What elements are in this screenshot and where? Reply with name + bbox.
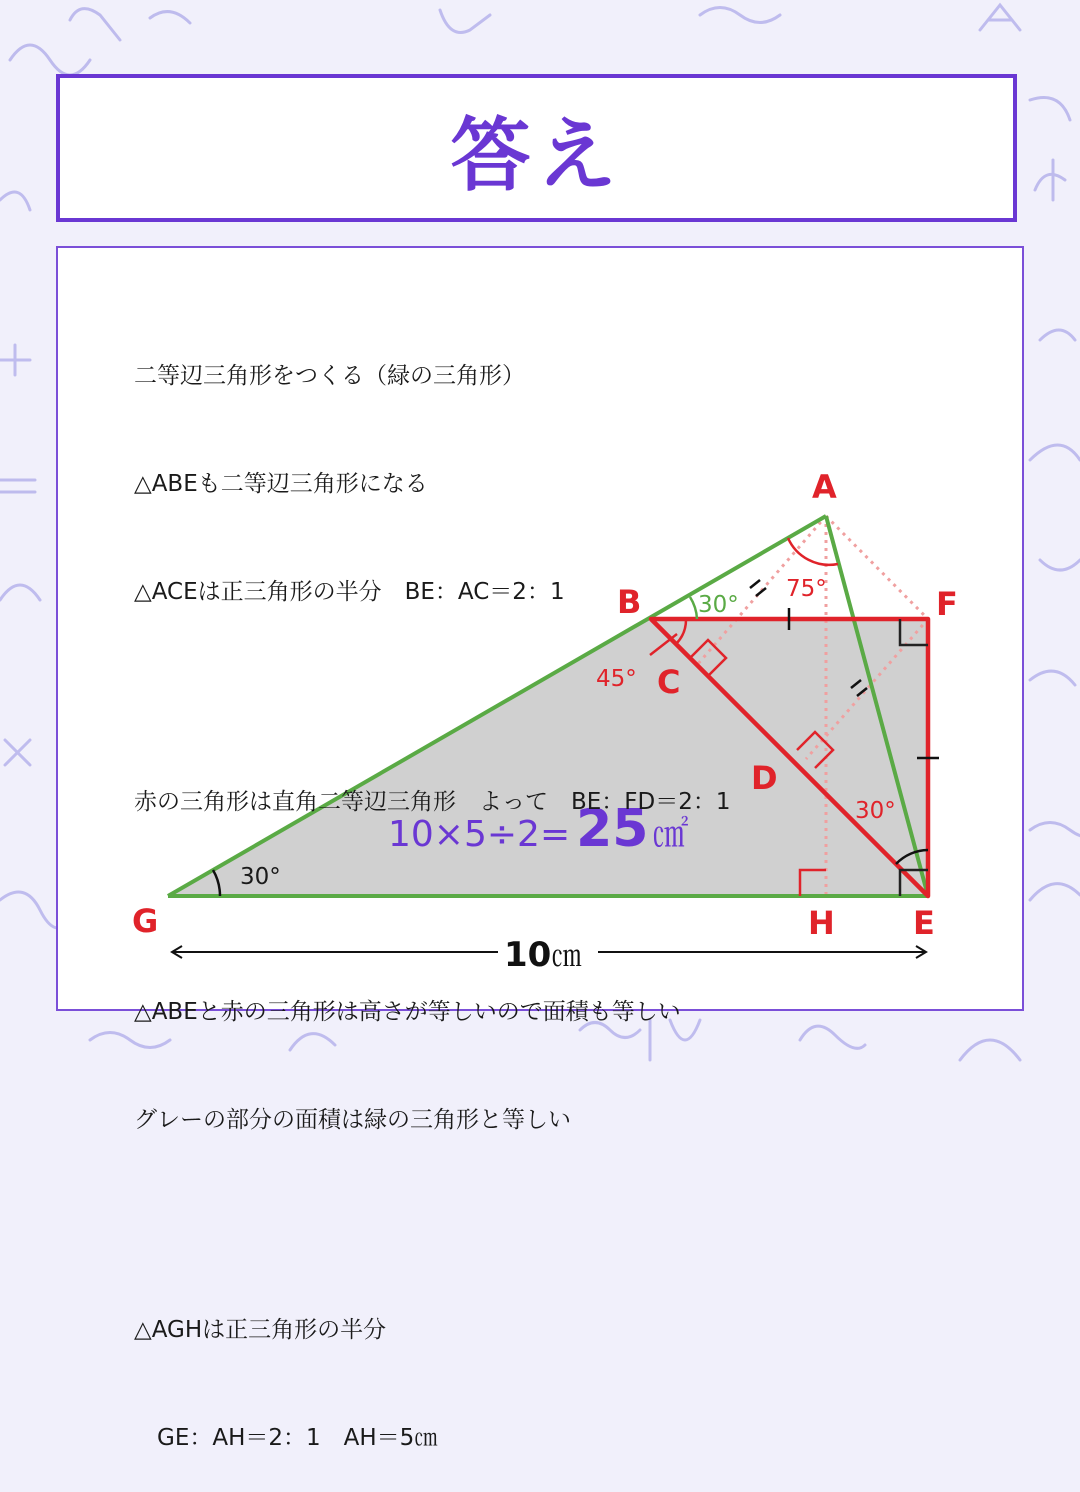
area-formula-text: 10×5÷2= bbox=[388, 814, 571, 855]
angle-label-g: 30° bbox=[240, 864, 281, 890]
page-title: 答え bbox=[450, 108, 623, 202]
base-length: 10 bbox=[504, 935, 552, 975]
point-label-b: B bbox=[617, 583, 642, 621]
point-label-d: D bbox=[751, 759, 778, 797]
point-label-h: H bbox=[808, 904, 835, 942]
note-line: △ABEと赤の三角形は高さが等しいので面積も等しい bbox=[134, 999, 681, 1025]
point-label-a: A bbox=[812, 468, 837, 506]
note-line: 二等辺三角形をつくる（緑の三角形） bbox=[134, 363, 525, 389]
note-line: 赤の三角形は直角二等辺三角形 よって BE：FD＝2：1 bbox=[134, 789, 731, 815]
point-label-f: F bbox=[936, 585, 958, 623]
angle-label-b-green: 30° bbox=[698, 592, 739, 618]
note-gap bbox=[134, 1210, 834, 1240]
note-line: △ABEも二等辺三角形になる bbox=[134, 471, 428, 497]
angle-label-e: 30° bbox=[855, 798, 896, 824]
angle-label-a: 75° bbox=[786, 576, 827, 602]
note-gap bbox=[134, 892, 834, 922]
area-unit: ㎠ bbox=[652, 814, 689, 855]
point-label-e: E bbox=[913, 904, 935, 942]
area-value: 25 bbox=[576, 799, 649, 859]
point-label-c: C bbox=[657, 663, 681, 701]
note-line: △AGHは正三角形の半分 bbox=[134, 1317, 387, 1343]
note-line: △ACEは正三角形の半分 BE：AC＝2：1 bbox=[134, 579, 565, 605]
note-line: GE：AH＝2：1 AH＝5㎝ bbox=[134, 1425, 438, 1451]
note-gap bbox=[134, 682, 834, 712]
note-line: グレーの部分の面積は緑の三角形と等しい bbox=[134, 1107, 571, 1133]
base-unit: ㎝ bbox=[551, 939, 582, 974]
angle-label-b-red: 45° bbox=[596, 666, 637, 692]
point-label-g: G bbox=[132, 902, 159, 940]
explanation-notes bbox=[134, 286, 834, 1492]
